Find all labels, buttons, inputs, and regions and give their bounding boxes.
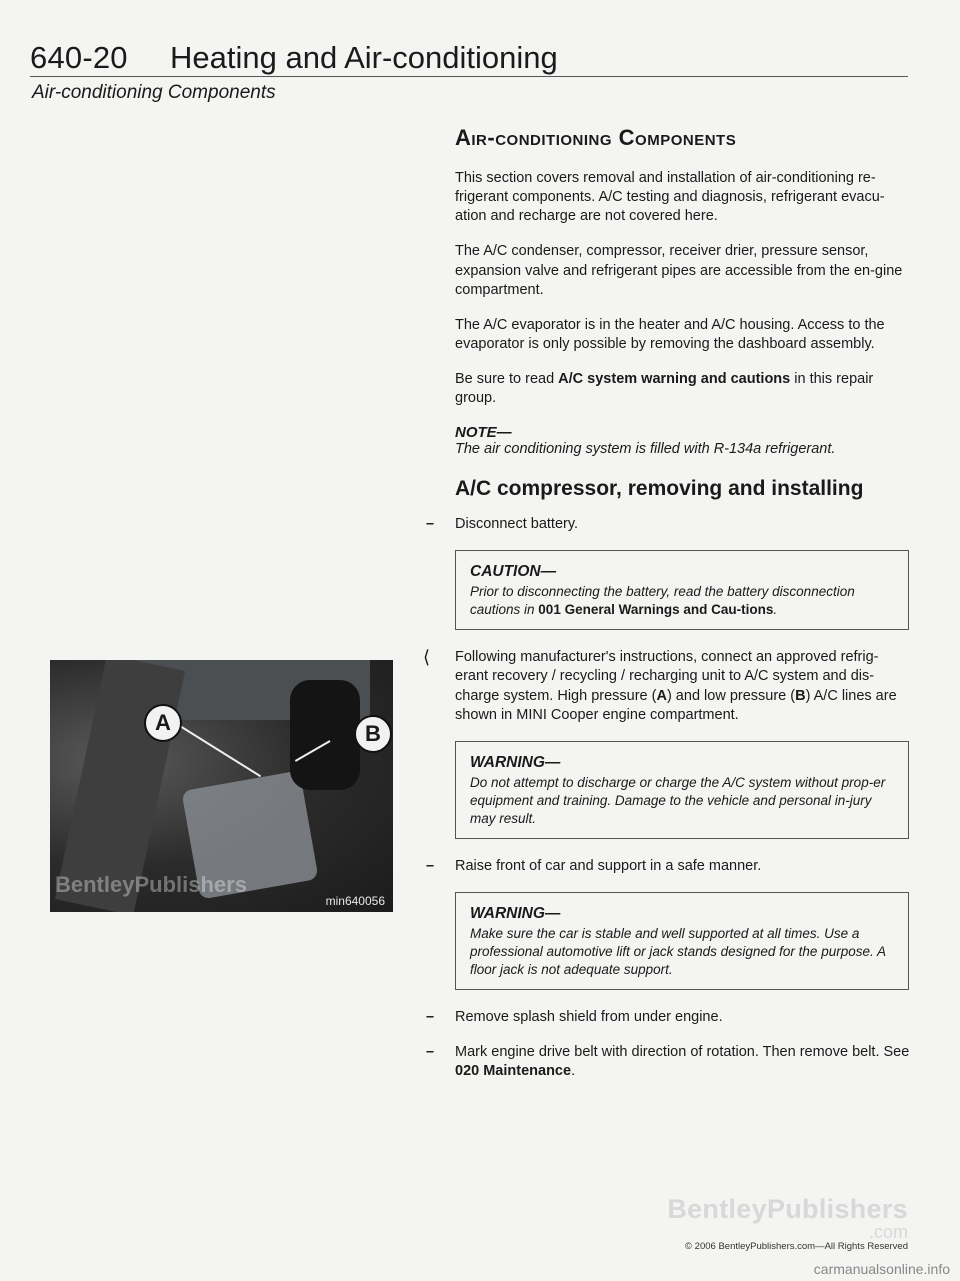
warning-2-label: WARNING— bbox=[470, 904, 561, 922]
note-text: The air conditioning system is filled with R-134a refrigerant. bbox=[455, 441, 836, 458]
photo-watermark: BentleyPublishers bbox=[55, 872, 247, 897]
footer-brand: BentleyPublishers bbox=[667, 1194, 908, 1224]
note-label: NOTE— bbox=[455, 424, 512, 442]
photo-shape bbox=[290, 680, 360, 790]
step-5-end: . bbox=[571, 1062, 576, 1079]
subsection-title: A/C compressor, removing and installing bbox=[455, 477, 864, 501]
caution-box bbox=[455, 550, 909, 630]
footer-copyright: © 2006 BentleyPublishers.com—All Rights Reserved bbox=[685, 1241, 908, 1252]
step-5 bbox=[426, 1043, 910, 1081]
dash-icon: – bbox=[426, 857, 435, 874]
intro-paragraph-1: This section covers removal and installation of air-conditioning re-frigerant components. A/C testing and diagnosis, refrigerant evacu-ation and recharge are not covered here. bbox=[455, 170, 885, 225]
step-2 bbox=[423, 647, 910, 725]
read-suffix: in this repair group. bbox=[455, 371, 874, 407]
warning-box-1 bbox=[455, 741, 909, 839]
warning-2-text: Make sure the car is stable and well supported at all times. Use a professional automotive lift or jack stands designed for the purpose. A floor jack is not adequate support. bbox=[470, 925, 886, 977]
step-4 bbox=[426, 1008, 910, 1027]
read-bold: A/C system warning and cautions bbox=[558, 371, 791, 387]
step-2-text-b: ) and low pressure ( bbox=[666, 687, 796, 704]
page-header-subtitle: Air-conditioning Components bbox=[32, 82, 276, 103]
intro-paragraph-3: The A/C evaporator is in the heater and A/C housing. Access to the evaporator is only possible by removing the dashboard assembly. bbox=[455, 316, 885, 352]
footer-site-watermark: carmanualsonline.info bbox=[813, 1261, 950, 1277]
step-3 bbox=[426, 857, 910, 876]
warning-box-2 bbox=[455, 892, 909, 990]
caution-label: CAUTION— bbox=[470, 563, 557, 581]
dash-icon: – bbox=[426, 1043, 435, 1060]
caution-text-main: Prior to disconnecting the battery, read the battery disconnection cautions in bbox=[470, 584, 855, 618]
caution-text-bold: 001 General Warnings and Cau-tions bbox=[538, 602, 774, 618]
footer-brand-com: .com bbox=[868, 1222, 908, 1242]
step-2-text-c: ) A/C lines are shown in MINI Cooper engine compartment. bbox=[455, 687, 897, 723]
warning-1-text: Do not attempt to discharge or charge the A/C system without prop-er equipment and training. Damage to the vehicle and personal in-jury may result. bbox=[470, 774, 886, 826]
caution-text-end: . bbox=[773, 602, 778, 618]
callout-line-a bbox=[179, 725, 261, 777]
step-5-bold: 020 Maintenance bbox=[455, 1062, 572, 1079]
caution-text bbox=[470, 583, 894, 619]
callout-a: A bbox=[144, 704, 182, 742]
left-arrow-icon: ⟨ bbox=[423, 647, 431, 668]
step-1-text: Disconnect battery. bbox=[455, 516, 579, 533]
step-2-label-b: B bbox=[795, 687, 806, 704]
step-3-text: Raise front of car and support in a safe manner. bbox=[455, 857, 762, 874]
engine-photo bbox=[50, 660, 393, 912]
dash-icon: – bbox=[426, 1008, 435, 1025]
intro-paragraph-2: The A/C condenser, compressor, receiver drier, pressure sensor, expansion valve and refrigerant pipes are accessible from the en-gine compartment. bbox=[455, 243, 903, 298]
step-2-text-a: Following manufacturer's instructions, connect an approved refrig-erant recovery / recycling / recharging unit to A/C system and dis-charge system. High pressure ( bbox=[455, 649, 879, 704]
step-1 bbox=[426, 515, 910, 534]
callout-b: B bbox=[354, 715, 392, 753]
read-reminder bbox=[455, 370, 910, 408]
section-title: Air-conditioning Components bbox=[455, 125, 737, 150]
main-content bbox=[423, 125, 910, 1097]
page-number: 640-20 bbox=[30, 40, 128, 75]
warning-1-label: WARNING— bbox=[470, 753, 561, 771]
dash-icon: – bbox=[426, 516, 435, 533]
step-5-text: Mark engine drive belt with direction of rotation. Then remove belt. See bbox=[455, 1043, 910, 1060]
page-header-title: Heating and Air-conditioning bbox=[170, 40, 558, 75]
read-prefix: Be sure to read bbox=[455, 371, 559, 387]
step-4-text: Remove splash shield from under engine. bbox=[455, 1008, 723, 1025]
header-rule bbox=[30, 76, 908, 77]
step-2-label-a: A bbox=[656, 687, 667, 704]
photo-id: min640056 bbox=[325, 894, 385, 908]
